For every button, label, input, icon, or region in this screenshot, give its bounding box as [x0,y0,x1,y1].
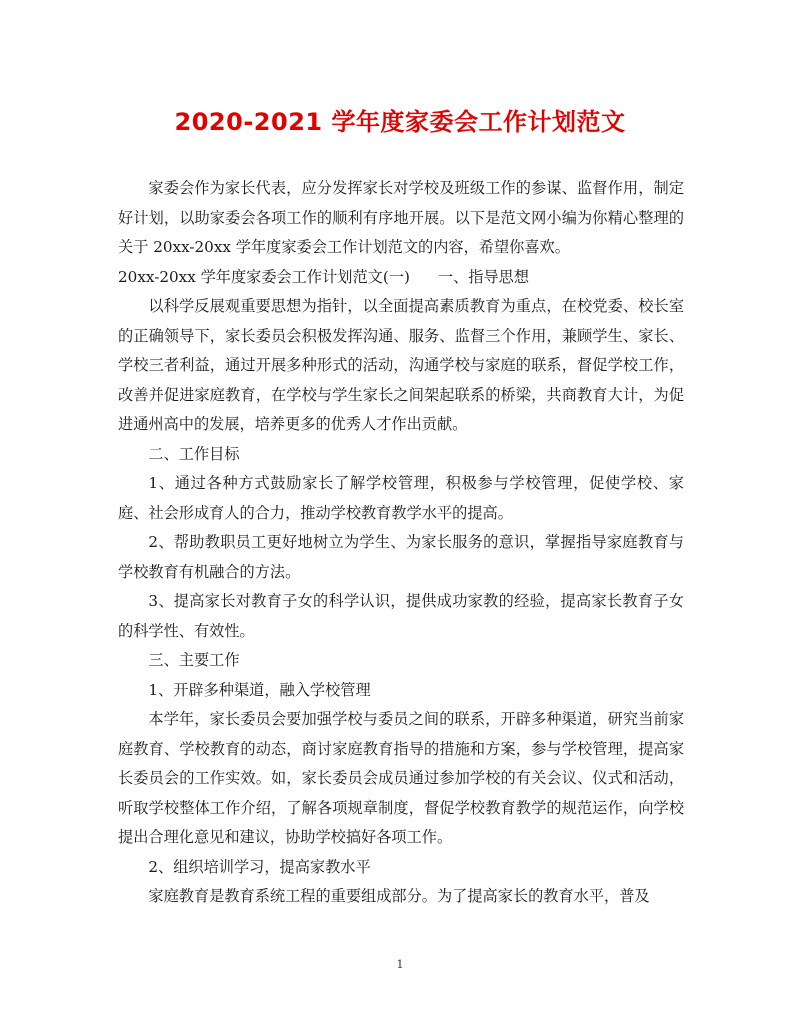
section-heading-main-work: 三、主要工作 [148,651,240,669]
work-item-1-heading: 1、开辟多种渠道，融入学校管理 [148,680,371,699]
document-subtitle: 20xx-20xx 学年度家委会工作计划范文(一) [118,267,410,286]
work-item-1-body: 本学年，家长委员会要加强学校与委员之间的联系，开辟多种渠道，研究当前家庭教育、学校教育的动态，商讨家庭教育指导的措施和方案，参与学校管理，提高家长委员会的工作实效。如，家长委员会成员通过参加学校的有关会议、仪式和活动，听取学校整体工作介绍，了解各项规章制度，督促学校教育教学的规范运作，向学校提出合理化意见和建议，协助学校搞好各项工作。 [118,710,684,846]
section-heading-goals: 二、工作目标 [148,444,240,463]
page-number: 1 [396,958,404,971]
document-title: 2020-2021 学年度家委会工作计划范文 [174,108,626,136]
goal-item-1: 1、通过各种方式鼓励家长了解学校管理，积极参与学校管理，促使学校、家庭、社会形成育人的合力，推动学校教育教学水平的提高。 [118,474,684,522]
goal-item-3: 3、提高家长对教育子女的科学认识，提供成功家教的经验，提高家长教育子女的科学性、有效性。 [118,592,684,640]
document-body [118,174,684,912]
section-guiding-body: 以科学反展观重要思想为指针，以全面提高素质教育为重点，在校党委、校长室的正确领导下，家长委员会积极发挥沟通、服务、监督三个作用，兼顾学生、家长、学校三者利益，通过开展多种形式的活动，沟通学校与家庭的联系，督促学校工作，改善并促进家庭教育，在学校与学生家长之间架起联系的桥梁，共商教育大计，为促进通州高中的发展，培养更多的优秀人才作出贡献。 [118,297,684,433]
section-heading-guiding: 一、指导思想 [437,267,530,286]
subtitle-line [118,263,684,293]
work-item-2-heading: 2、组织培训学习，提高家教水平 [148,857,371,876]
goal-item-2: 2、帮助教职员工更好地树立为学生、为家长服务的意识，掌握指导家庭教育与学校教育有机融合的方法。 [118,533,684,581]
work-item-2-body: 家庭教育是教育系统工程的重要组成部分。为了提高家长的教育水平，普及 [148,887,650,905]
intro-paragraph: 家委会作为家长代表，应分发挥家长对学校及班级工作的参谋、监督作用，制定好计划，以助家委会各项工作的顺利有序地开展。以下是范文网小编为你精心整理的关于 20xx-20xx 学年度家委会工作计划范文的内容，希望你喜欢。 [118,179,684,256]
